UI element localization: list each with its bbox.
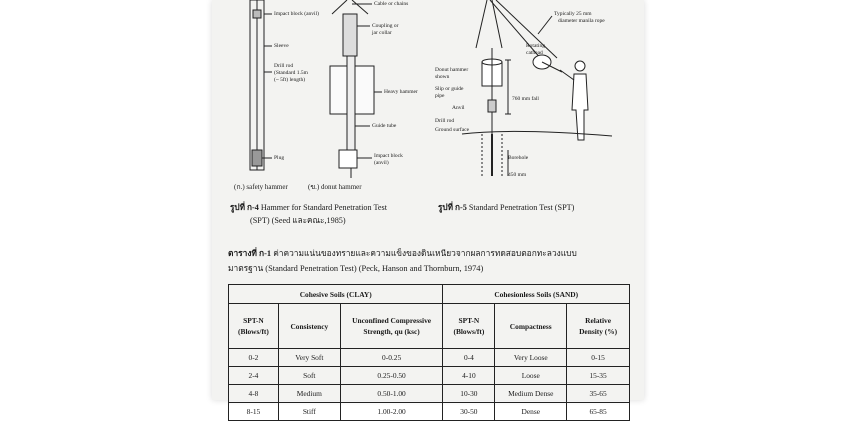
label-coupling: Coupling or [372,23,399,29]
label-rope-2: diameter manila rope [558,18,605,24]
header-relative-density: Relative Density (%) [567,304,630,349]
label-donut-hammer: Donut hammer [435,67,469,73]
subcaption-donut-hammer: (ข.) donut hammer [308,183,362,191]
figure-4-title: Hammer for Standard Penetration Test [258,203,388,212]
label-slip-pipe-2: pipe [435,93,445,99]
cell: Medium [278,385,340,403]
header-spt-n-sand: SPT-N (Blows/ft) [443,304,495,349]
cell: Loose [495,367,567,385]
cell: 4-8 [229,385,279,403]
figure-5-number: รูปที่ ก-5 [438,203,467,212]
cell: Soft [278,367,340,385]
label-ground-surface: Ground surface [435,127,470,133]
label-borehole: Borehole [508,155,529,161]
label-drill-rod-len: (~ 5ft) length) [274,77,306,83]
cell: 0.25-0.50 [340,367,443,385]
label-donut-shown: shown [435,74,450,80]
label-anvil: (anvil) [374,160,389,166]
figure-4-caption [230,201,387,227]
header-spt-n-clay: SPT-N (Blows/ft) [229,304,279,349]
label-rotating: Rotating [526,43,545,49]
label-drill-rod-std: (Standard 1.5m [274,70,308,76]
label-anvil-rig: Anvil [452,105,465,111]
cell: Dense [495,403,567,421]
cell: 65-85 [567,403,630,421]
header-unconfined-strength: Unconfined Compressive Strength, qu (ksc) [340,304,443,349]
cell: Medium Dense [495,385,567,403]
cell: 4-10 [443,367,495,385]
cell: Very Loose [495,349,567,367]
figure-5-title: Standard Penetration Test (SPT) [466,203,575,212]
table-caption-line2: มาตรฐาน (Standard Penetration Test) (Peck, Hanson and Thornburn, 1974) [228,264,484,273]
label-guide-tube: Guide tube [372,123,397,129]
cell: 8-15 [229,403,279,421]
label-plug: Plug [274,155,285,161]
cell: 2-4 [229,367,279,385]
cell: Stiff [278,403,340,421]
cell: 0.50-1.00 [340,385,443,403]
cell: 1.00-2.00 [340,403,443,421]
table-row [229,403,630,421]
header-cohesionless-soils: Cohesionless Soils (SAND) [443,285,630,304]
table-caption [228,246,577,276]
label-cathead: cathead [526,50,543,56]
label-drill-rod: Drill rod [274,63,294,69]
cell: 0-4 [443,349,495,367]
spt-table [228,284,630,421]
label-drill-rod-rig: Drill rod [435,118,455,124]
label-rope-1: Typically 25 mm [554,11,592,17]
table-caption-line1: ค่าความแน่นของทรายและความแข็งของดินเหนียวจากผลการทดสอบตอกทะลวงแบบ [271,249,577,258]
figure-4-number: รูปที่ ก-4 [230,203,259,212]
label-impact-block: Impact block [374,153,403,159]
label-cable: Cable or chains [374,1,409,7]
figure-5-caption [438,201,574,214]
label-depth: 450 mm [508,172,527,178]
cell: 0-2 [229,349,279,367]
cell: 10-30 [443,385,495,403]
subcaption-safety-hammer: (ก.) safety hammer [234,183,288,191]
figure-4-source: (SPT) (Seed และคณะ,1985) [250,216,346,225]
header-compactness: Compactness [495,304,567,349]
label-slip-pipe-1: Slip or guide [435,86,464,92]
cell: 0-15 [567,349,630,367]
cell: 15-35 [567,367,630,385]
label-jar-collar: jar collar [372,30,392,36]
label-heavy-hammer: Heavy hammer [384,89,418,95]
header-consistency: Consistency [278,304,340,349]
table-number: ตารางที่ ก-1 [228,249,272,258]
cell: 0-0.25 [340,349,443,367]
header-cohesive-soils: Cohesive Soils (CLAY) [229,285,443,304]
table-row [229,367,630,385]
label-fall: 760 mm fall [512,96,539,102]
cell: 35-65 [567,385,630,403]
table-row [229,385,630,403]
cell: 30-50 [443,403,495,421]
document-page [212,0,644,416]
label-sleeve: Sleeve [274,43,289,49]
table-row [229,349,630,367]
label-impact-block-top: Impact block (anvil) [274,11,319,17]
cell: Very Soft [278,349,340,367]
